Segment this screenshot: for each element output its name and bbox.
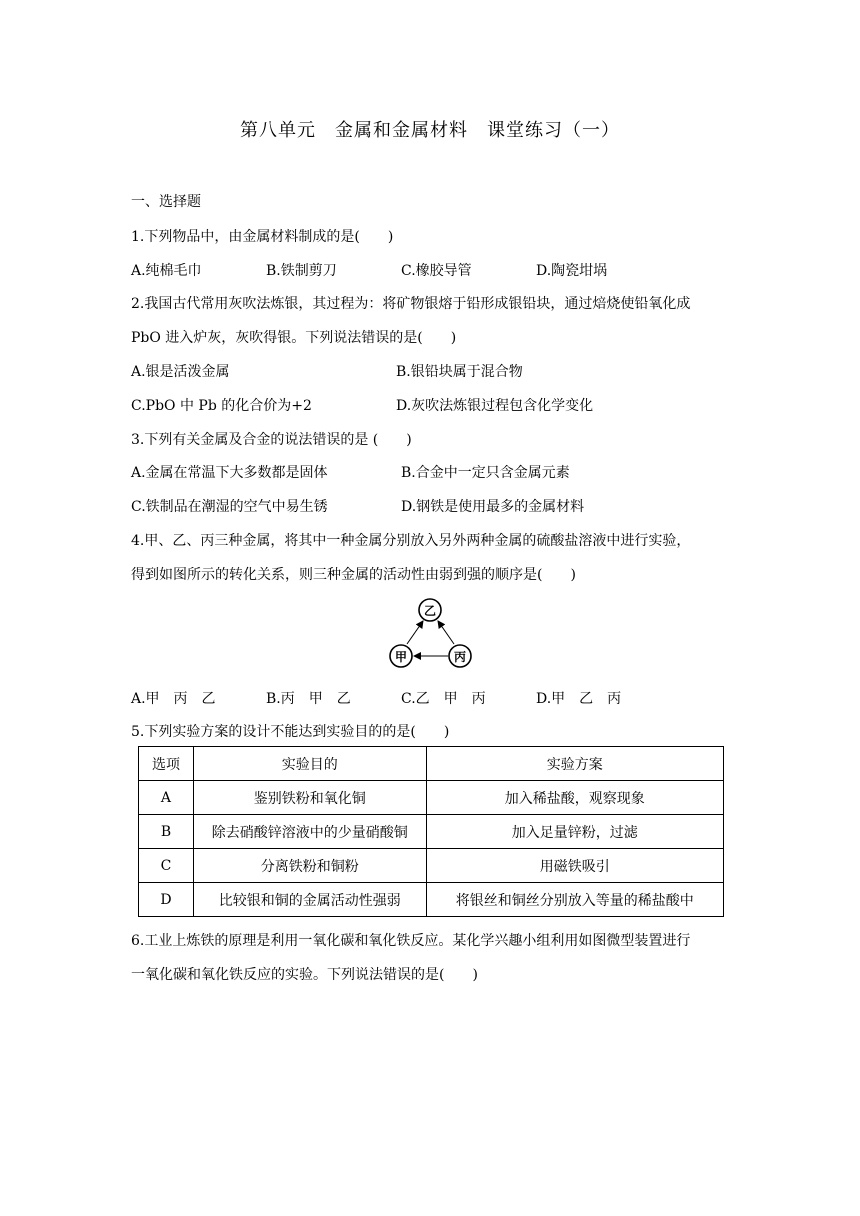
question-2-option-a: A.银是活泼金属: [131, 364, 230, 380]
table-row: [139, 883, 724, 917]
question-4-stem-line-1: 4.甲、乙、丙三种金属，将其中一种金属分别放入另外两种金属的硫酸盐溶液中进行实验，: [131, 533, 691, 549]
experiment-table: [138, 746, 724, 917]
question-1-option-d: D.陶瓷坩埚: [536, 263, 608, 279]
question-6-stem-line-1: 6.工业上炼铁的原理是利用一氧化碳和氧化铁反应。某化学兴趣小组利用如图微型装置进行: [131, 933, 691, 949]
arrow-bing-to-yi: [438, 621, 454, 644]
question-4-option-d: D.甲 乙 丙: [536, 691, 622, 707]
question-4-option-c: C.乙 甲 丙: [401, 691, 486, 707]
table-cell: 用磁铁吸引: [426, 849, 724, 883]
node-bing-label: 丙: [453, 650, 467, 664]
node-jia-label: 甲: [394, 650, 408, 664]
question-2-option-b: B.银铅块属于混合物: [396, 364, 523, 380]
node-yi-label: 乙: [423, 604, 437, 618]
table-cell: 分离铁粉和铜粉: [193, 849, 426, 883]
arrow-jia-to-yi: [407, 621, 423, 644]
section-heading: 一、选择题: [131, 194, 201, 210]
table-cell: B: [139, 815, 194, 849]
question-2-stem-line-2: PbO 进入炉灰，灰吹得银。下列说法错误的是( ): [131, 330, 457, 346]
table-cell: A: [139, 781, 194, 815]
table-cell: 除去硝酸锌溶液中的少量硝酸铜: [193, 815, 426, 849]
question-6-stem-line-2: 一氧化碳和氧化铁反应的实验。下列说法错误的是( ): [131, 967, 478, 983]
table-cell: 加入足量锌粉，过滤: [426, 815, 724, 849]
page-title: 第八单元 金属和金属材料 课堂练习（一）: [240, 120, 620, 141]
table-header-cell: 实验目的: [193, 747, 426, 781]
question-3-stem: 3.下列有关金属及合金的说法错误的是 ( ): [131, 432, 412, 448]
question-1-option-a: A.纯棉毛巾: [131, 263, 202, 279]
table-cell: D: [139, 883, 194, 917]
table-row: [139, 815, 724, 849]
question-2-option-d: D.灰吹法炼银过程包含化学变化: [396, 398, 594, 414]
table-cell: 鉴别铁粉和氧化铜: [193, 781, 426, 815]
table-cell: C: [139, 849, 194, 883]
table-header-cell: 选项: [139, 747, 194, 781]
question-1-option-b: B.铁制剪刀: [266, 263, 337, 279]
question-5-stem: 5.下列实验方案的设计不能达到实验目的的是( ): [131, 724, 450, 740]
question-1-option-c: C.橡胶导管: [401, 263, 472, 279]
table-header-row: [139, 747, 724, 781]
metal-conversion-diagram: [384, 596, 480, 672]
question-3-option-a: A.金属在常温下大多数都是固体: [131, 465, 328, 481]
table-row: [139, 849, 724, 883]
question-1-stem: 1.下列物品中，由金属材料制成的是( ): [131, 229, 394, 245]
table-header-cell: 实验方案: [426, 747, 724, 781]
question-4-stem-line-2: 得到如图所示的转化关系，则三种金属的活动性由弱到强的顺序是( ): [131, 567, 576, 583]
question-2-option-c: C.PbO 中 Pb 的化合价为+2: [131, 398, 312, 414]
question-3-option-c: C.铁制品在潮湿的空气中易生锈: [131, 499, 328, 515]
question-4-option-a: A.甲 丙 乙: [131, 691, 216, 707]
question-2-stem-line-1: 2.我国古代常用灰吹法炼银，其过程为：将矿物银熔于铅形成银铅块，通过焙烧使铅氧化成: [131, 296, 691, 312]
table-cell: 加入稀盐酸，观察现象: [426, 781, 724, 815]
question-3-option-d: D.钢铁是使用最多的金属材料: [401, 499, 585, 515]
question-4-option-b: B.丙 甲 乙: [266, 691, 351, 707]
table-row: [139, 781, 724, 815]
question-3-option-b: B.合金中一定只含金属元素: [401, 465, 570, 481]
table-cell: 将银丝和铜丝分别放入等量的稀盐酸中: [426, 883, 724, 917]
table-cell: 比较银和铜的金属活动性强弱: [193, 883, 426, 917]
